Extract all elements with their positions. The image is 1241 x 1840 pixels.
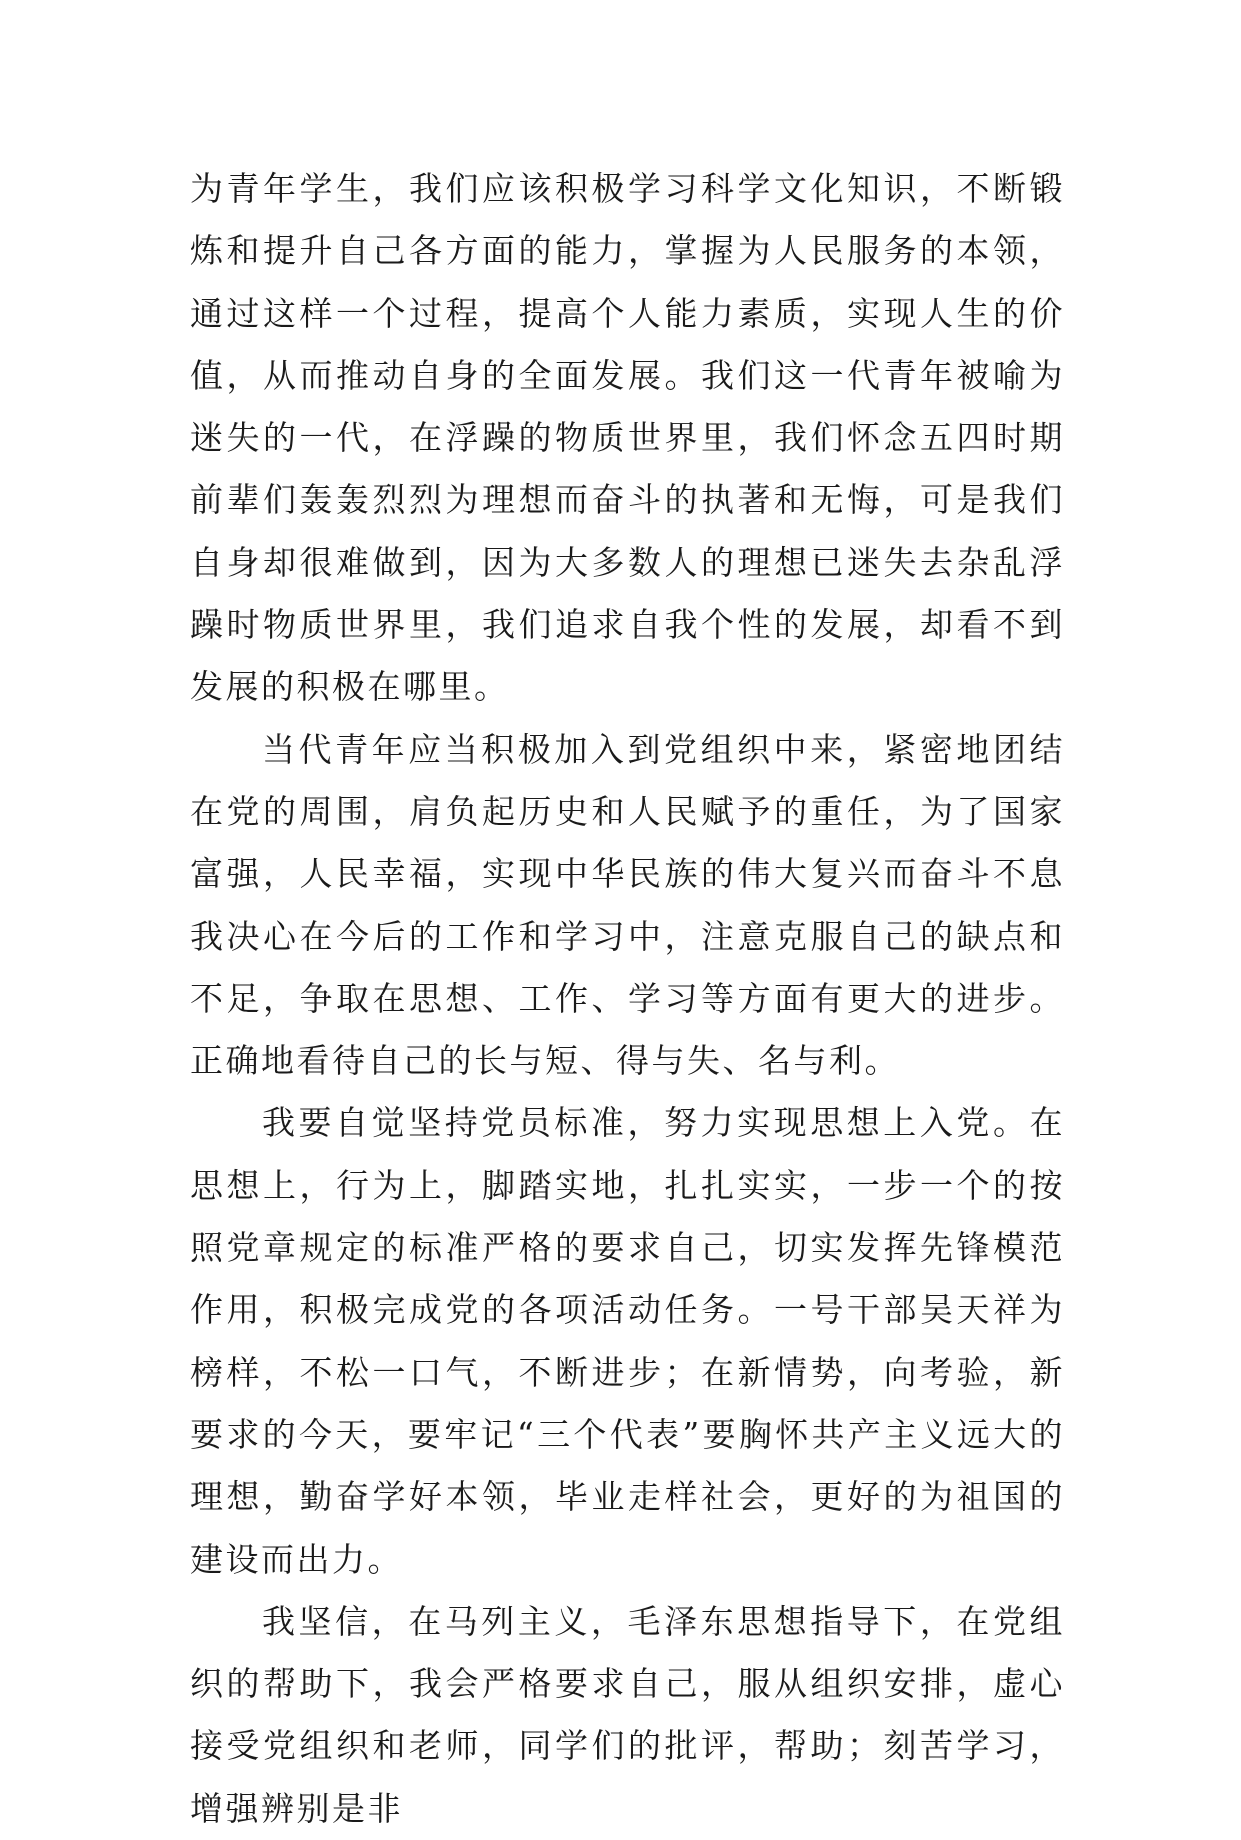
- document-body: [190, 158, 1065, 1840]
- paragraph-4: 我坚信，在马列主义，毛泽东思想指导下，在党组织的帮助下，我会严格要求自己，服从组织安排，虚心接受党组织和老师，同学们的批评，帮助；刻苦学习，增强辨别是非: [190, 1601, 1065, 1828]
- paragraph-3: 我要自觉坚持党员标准，努力实现思想上入党。在思想上，行为上，脚踏实地，扎扎实实，一步一个的按照党章规定的标准严格的要求自己，切实发挥先锋模范作用，积极完成党的各项活动任务。一号干部吴天祥为榜样，不松一口气，不断进步；在新情势，向考验，新要求的今天，要牢记“三个代表”要胸怀共产主义远大的理想，勤奋学好本领，毕业走样社会，更好的为祖国的建设而出力。: [190, 1103, 1065, 1579]
- paragraph-2: 当代青年应当积极加入到党组织中来，紧密地团结在党的周围，肩负起历史和人民赋予的重任，为了国家富强，人民幸福，实现中华民族的伟大复兴而奋斗不息我决心在今后的工作和学习中，注意克服自己的缺点和不足，争取在思想、工作、学习等方面有更大的进步。正确地看待自己的长与短、得与失、名与利。: [190, 729, 1065, 1081]
- paragraph-1: 为青年学生，我们应该积极学习科学文化知识，不断锻炼和提升自己各方面的能力，掌握为人民服务的本领，通过这样一个过程，提高个人能力素质，实现人生的价值，从而推动自身的全面发展。我们这一代青年被喻为迷失的一代，在浮躁的物质世界里，我们怀念五四时期前辈们轰轰烈烈为理想而奋斗的执著和无悔，可是我们自身却很难做到，因为大多数人的理想已迷失去杂乱浮躁时物质世界里，我们追求自我个性的发展，却看不到发展的积极在哪里。: [190, 169, 1065, 707]
